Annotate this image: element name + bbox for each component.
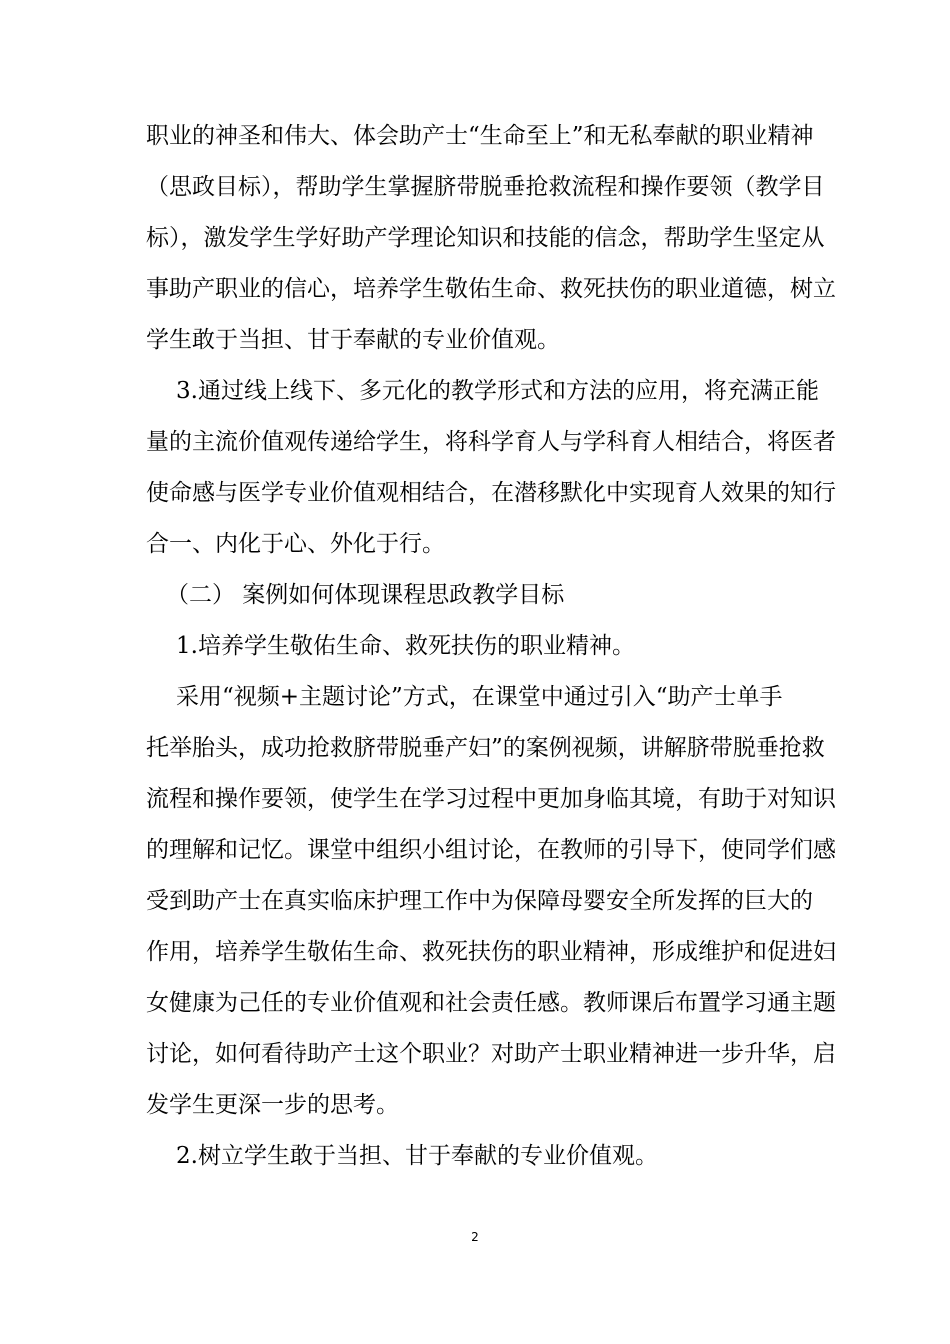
text-line: 发学生更深一步的思考。 bbox=[146, 1092, 399, 1118]
text-line: 合一、内化于心、外化于行。 bbox=[146, 531, 445, 557]
text-line: 作用，培养学生敬佑生命、救死扶伤的职业精神，形成维护和促进妇 bbox=[146, 939, 836, 965]
text-line: 事助产职业的信心，培养学生敬佑生命、救死扶伤的职业道德，树立 bbox=[146, 276, 836, 302]
text-line: 流程和操作要领，使学生在学习过程中更加身临其境，有助于对知识 bbox=[146, 786, 836, 812]
subheading: 1.培养学生敬佑生命、救死扶伤的职业精神。 bbox=[176, 633, 635, 659]
text-line: 学生敢于当担、甘于奉献的专业价值观。 bbox=[146, 327, 560, 353]
paragraph-start-line: 3.通过线上线下、多元化的教学形式和方法的应用，将充满正能 bbox=[176, 378, 819, 404]
text-line: 使命感与医学专业价值观相结合，在潜移默化中实现育人效果的知行 bbox=[146, 480, 836, 506]
text-line: 受到助产士在真实临床护理工作中为保障母婴安全所发挥的巨大的 bbox=[146, 888, 813, 914]
text-line: 标），激发学生学好助产学理论知识和技能的信念，帮助学生坚定从 bbox=[146, 225, 825, 251]
text-line: 的理解和记忆。课堂中组织小组讨论，在教师的引导下，使同学们感 bbox=[146, 837, 836, 863]
text-line: 托举胎头，成功抢救脐带脱垂产妇”的案例视频，讲解脐带脱垂抢救 bbox=[146, 735, 825, 761]
text-line: 讨论，如何看待助产士这个职业？对助产士职业精神进一步升华，启 bbox=[146, 1041, 836, 1067]
paragraph-start-line: 采用“视频+主题讨论”方式，在课堂中通过引入“助产士单手 bbox=[176, 684, 783, 710]
text-line: 职业的神圣和伟大、体会助产士“生命至上”和无私奉献的职业精神 bbox=[146, 123, 814, 149]
section-heading: （二） 案例如何体现课程思政教学目标 bbox=[166, 582, 565, 608]
subheading: 2.树立学生敢于当担、甘于奉献的专业价值观。 bbox=[176, 1143, 658, 1169]
text-line: （思政目标），帮助学生掌握脐带脱垂抢救流程和操作要领（教学目 bbox=[146, 174, 825, 200]
text-line: 女健康为己任的专业价值观和社会责任感。教师课后布置学习通主题 bbox=[146, 990, 836, 1016]
page-number: 2 bbox=[471, 1230, 479, 1244]
text-line: 量的主流价值观传递给学生，将科学育人与学科育人相结合，将医者 bbox=[146, 429, 836, 455]
